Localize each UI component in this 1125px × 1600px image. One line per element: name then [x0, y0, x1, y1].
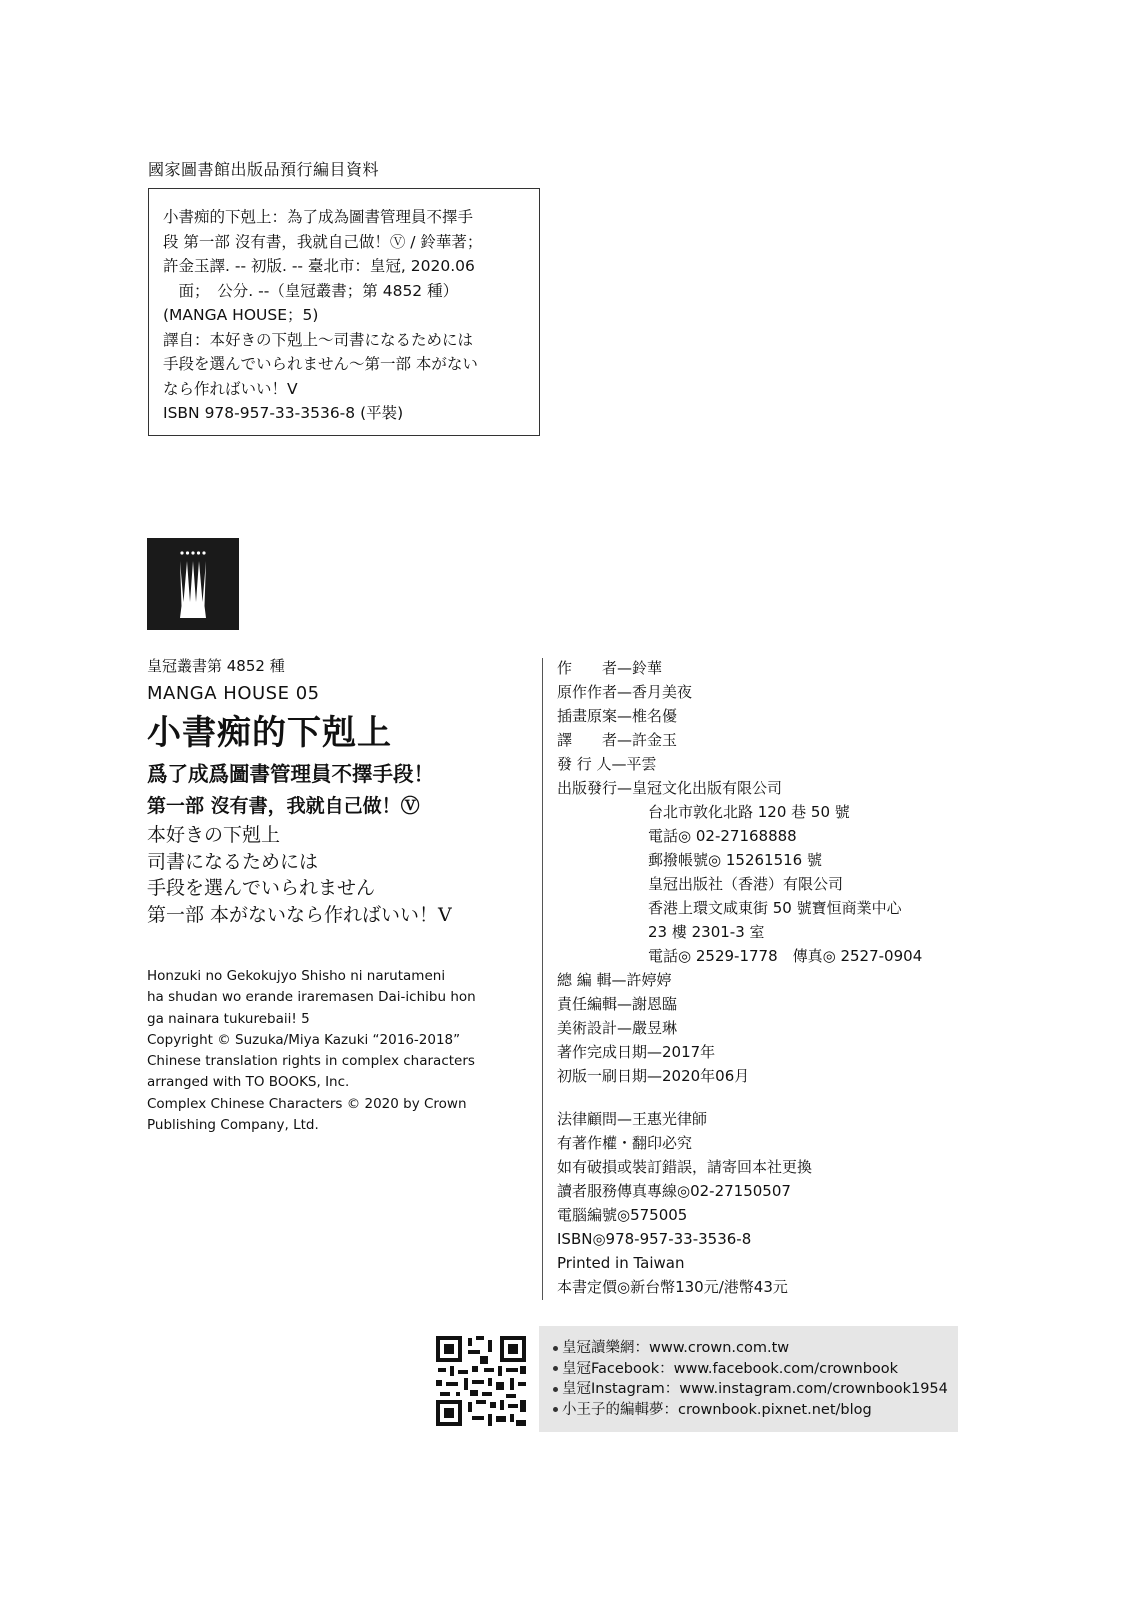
copyright-line: Publishing Company, Ltd. [147, 1117, 319, 1134]
credit-line: 譯 者—許金玉 [557, 731, 678, 749]
publisher-detail: 香港上環文咸東街 50 號寶恒商業中心 [648, 899, 902, 917]
crown-publishing-logo-icon [147, 538, 239, 630]
copyright-line: Honzuki no Gekokujyo Shisho ni narutameni [147, 968, 446, 984]
cip-line: ISBN 978-957-33-3536-8 (平裝) [163, 404, 404, 422]
legal-line: 如有破損或裝訂錯誤，請寄回本社更換 [557, 1158, 813, 1176]
series-number: 皇冠叢書第 4852 種 [147, 657, 285, 675]
link-text: 皇冠讀樂網：www.crown.com.tw [562, 1340, 790, 1356]
cip-line: 手段を選んでいられません～第一部 本がない [163, 355, 478, 373]
qr-code-icon[interactable] [436, 1336, 526, 1426]
bullet-icon [553, 1366, 558, 1371]
bullet-icon [553, 1387, 558, 1392]
cip-line: 段 第一部 沒有書，我就自己做！Ⓥ / 鈴華著； [163, 232, 483, 251]
cip-line: 許金玉譯. -- 初版. -- 臺北市：皇冠, 2020.06 [163, 257, 475, 275]
jp-title-line: 司書になるためには [147, 850, 319, 873]
book-volume-title: 第一部 沒有書，我就自己做！Ⓥ [147, 795, 420, 817]
credits [557, 656, 922, 1299]
legal-line: 法律顧問—王惠光律師 [557, 1110, 708, 1128]
link-text: 皇冠Instagram：www.instagram.com/crownbook1954 [562, 1381, 948, 1397]
publisher-detail: 台北市敦化北路 120 巷 50 號 [648, 803, 850, 821]
copyright-line: arranged with TO BOOKS, Inc. [147, 1074, 350, 1091]
cip-heading: 國家圖書館出版品預行編目資料 [148, 160, 380, 179]
copyright-line: Complex Chinese Characters © 2020 by Crown [147, 1095, 467, 1112]
cip-line: (MANGA HOUSE；5) [163, 306, 319, 324]
copyright-line: ga nainara tukurebaii! 5 [147, 1010, 310, 1027]
credit-line: 總 編 輯—許婷婷 [557, 971, 672, 989]
cip-record-box [148, 188, 540, 436]
credit-line: 初版一刷日期—2020年06月 [557, 1067, 750, 1085]
legal-line: 電腦編號◎575005 [557, 1206, 688, 1224]
cip-line: 面； 公分. --（皇冠叢書；第 4852 種） [163, 281, 459, 300]
cip-line: 小書痴的下剋上：為了成為圖書管理員不擇手 [163, 208, 474, 226]
credit-line: 原作作者—香月美夜 [557, 683, 693, 701]
publisher-detail: 電話◎ 02-27168888 [648, 827, 797, 845]
price-line: 本書定價◎新台幣130元/港幣43元 [557, 1278, 788, 1296]
publisher-detail: 23 樓 2301-3 室 [648, 923, 765, 941]
cip-line: なら作ればいい！V [163, 379, 298, 398]
copyright-notice [147, 966, 523, 1136]
link-instagram[interactable] [553, 1379, 958, 1400]
bullet-icon [553, 1407, 558, 1412]
publisher-detail: 郵撥帳號◎ 15261516 號 [648, 851, 822, 869]
copyright-line: Chinese translation rights in complex characters [147, 1053, 475, 1070]
publisher-detail: 皇冠出版社（香港）有限公司 [648, 875, 844, 893]
credit-line: 著作完成日期—2017年 [557, 1043, 716, 1061]
credit-line: 作 者—鈴華 [557, 659, 663, 677]
copyright-line: ha shudan wo erande iraremasen Dai-ichibu hon [147, 989, 476, 1006]
credit-line: 出版發行—皇冠文化出版有限公司 [557, 779, 783, 797]
legal-line: 讀者服務傳真專線◎02-27150507 [557, 1182, 791, 1200]
link-text: 小王子的編輯夢：crownbook.pixnet.net/blog [562, 1401, 872, 1418]
credit-line: 插畫原案—椎名優 [557, 707, 678, 725]
link-blog[interactable] [553, 1400, 958, 1421]
original-japanese-title [147, 822, 527, 928]
cip-line: 譯自：本好きの下剋上～司書になるためには [163, 330, 474, 349]
book-info [147, 656, 527, 1136]
credit-line: 責任編輯—謝恩臨 [557, 995, 678, 1013]
link-text: 皇冠Facebook：www.facebook.com/crownbook [562, 1360, 899, 1377]
book-subtitle: 爲了成爲圖書管理員不擇手段！ [147, 762, 434, 786]
credit-line: 美術設計—嚴昱琳 [557, 1019, 678, 1037]
legal-line: 有著作權・翻印必究 [557, 1134, 693, 1152]
link-crown-website[interactable] [553, 1338, 958, 1359]
link-facebook[interactable] [553, 1359, 958, 1380]
column-divider [542, 658, 543, 1300]
credit-line: 發 行 人—平雲 [557, 755, 657, 773]
book-title: 小書痴的下剋上 [147, 713, 392, 753]
copyright-line: Copyright © Suzuka/Miya Kazuki “2016-2018” [147, 1031, 461, 1048]
legal-line: Printed in Taiwan [557, 1254, 685, 1272]
legal-line: ISBN◎978-957-33-3536-8 [557, 1230, 752, 1248]
jp-title-line: 手段を選んでいられません [147, 877, 376, 899]
series-name: MANGA HOUSE 05 [147, 683, 320, 704]
jp-title-line: 本好きの下剋上 [147, 824, 281, 846]
jp-title-line: 第一部 本がないなら作ればいい！V [147, 903, 452, 926]
publisher-detail: 電話◎ 2529-1778 傳真◎ 2527-0904 [648, 947, 923, 965]
web-links-box [539, 1326, 958, 1432]
bullet-icon [553, 1346, 558, 1351]
